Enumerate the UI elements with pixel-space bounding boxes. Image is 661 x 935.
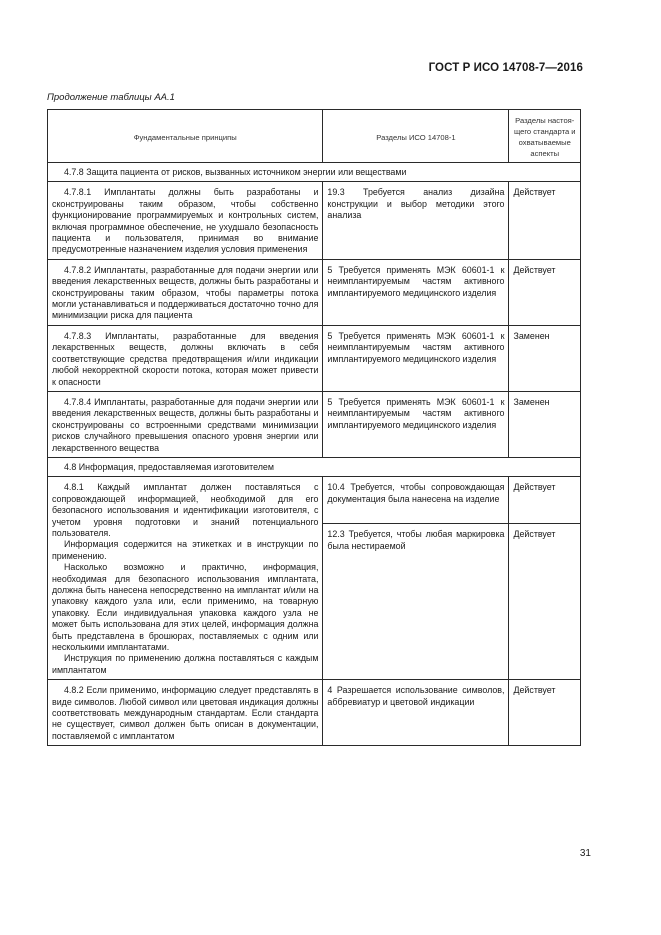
table-row	[48, 259, 581, 325]
principle-paragraph: 4.8.1 Каждый имплантат должен поставляться с сопровождающей информацией, необходимой для его безопасного использования и идентификации изготовителя, с учетом уровня подготовки и знаний потенциального пользователя.	[52, 482, 319, 538]
clause-cell: 5 Требуется применять МЭК 60601-1 к неимплантируемым частям активного имплантируемого медицинского изделия	[323, 259, 509, 325]
principle-text: 4.8.2 Если применимо, информацию следует представлять в виде символов. Любой символ или цветовая индикация должны соответствовать международным стандартам. Если стандарта не существует, символ должен быть описан в документации, поставляемой с имплантатом	[52, 685, 319, 741]
table-continuation-caption: Продолжение таблицы АА.1	[47, 92, 175, 103]
principle-cell	[48, 391, 323, 457]
principle-text: 4.7.8.4 Имплантаты, разработанные для подачи энергии или введения лекарственных веществ, должны быть разработаны и сконструированы со встроенными средствами минимизации рисков случайного превышения опасного уровня энергии или лекарственного вещества	[52, 396, 319, 453]
table-row	[48, 182, 581, 259]
document-code: ГОСТ Р ИСО 14708-7—2016	[428, 62, 583, 74]
page-number: 31	[579, 848, 591, 859]
principle-cell	[48, 680, 323, 746]
principle-cell	[48, 182, 323, 259]
status-cell: Действует	[509, 524, 581, 680]
table-row	[48, 325, 581, 391]
principle-cell	[48, 259, 323, 325]
column-header-principles: Фундаментальные принципы	[48, 110, 323, 163]
clause-cell: 5 Требуется применять МЭК 60601-1 к неимплантируемым частям активного имплантируемого медицинского изделия	[323, 325, 509, 391]
table-row	[48, 477, 581, 524]
clause-cell: 5 Требуется применять МЭК 60601-1 к неимплантируемым частям активного имплантируемого медицинского изделия	[323, 391, 509, 457]
section-title: 4.7.8 Защита пациента от рисков, вызванных источником энергии или веществами	[48, 163, 581, 182]
principle-paragraph: Насколько возможно и практично, информация, необходимая для безопасного использования имплантата, должна быть нанесена непосредственно на имплантат и/или на упаковку каждого узла или, если применимо, на товарную упаковку. Если индивидуальная упаковка каждого узла не может быть использована для этих целей, информация должна быть представлена в брошюрах, поставляемых с одним или несколькими имплантатами.	[52, 562, 319, 653]
principle-text: 4.7.8.3 Имплантаты, разработанные для введения лекарственных веществ, должны включать в себя соответствующие средства предотвращения и/или индикации любой некорректной скорости потока, которая может привести к опасности	[52, 330, 319, 387]
clause-cell: 12.3 Требуется, чтобы любая маркировка была нестираемой	[323, 524, 509, 680]
principle-cell	[48, 477, 323, 680]
principle-paragraph: Инструкция по применению должна поставляться с каждым имплантатом	[52, 653, 319, 675]
status-cell: Заменен	[509, 391, 581, 457]
principle-text: 4.7.8.1 Имплантаты должны быть разработаны и сконструированы таким образом, чтобы собственно функционирование программируемых и контрольных систем, включая программное обеспечение, не ухудшало безопасность пациента и пользователя, принимая во внимание предусмотренные назначением изделия условия применения	[52, 187, 319, 255]
clause-cell: 19.3 Требуется анализ дизайна конструкции и выбор методики этого анализа	[323, 182, 509, 259]
section-row	[48, 457, 581, 476]
status-cell: Действует	[509, 680, 581, 746]
principle-text: 4.7.8.2 Имплантаты, разработанные для подачи энергии или введения лекарственных веществ, должны быть разработаны и сконструированы таким образом, чтобы параметры потока могли устанавливаться и поддерживаться достаточно точно для минимизации риска для пациента	[52, 264, 319, 321]
column-header-standard-sections: Разделы настоя-щего стандарта и охватываемые аспекты	[509, 110, 581, 163]
section-row	[48, 163, 581, 182]
table-row	[48, 391, 581, 457]
status-cell: Действует	[509, 182, 581, 259]
status-cell: Действует	[509, 477, 581, 524]
section-title: 4.8 Информация, предоставляемая изготовителем	[48, 457, 581, 476]
table-row	[48, 680, 581, 746]
principle-paragraph: Информация содержится на этикетках и в инструкции по применению.	[52, 539, 319, 561]
column-header-iso-clauses: Разделы ИСО 14708-1	[323, 110, 509, 163]
status-cell: Действует	[509, 259, 581, 325]
clause-cell: 10.4 Требуется, чтобы сопровождающая документация была нанесена на изделие	[323, 477, 509, 524]
table-header-row	[48, 110, 581, 163]
clause-cell: 4 Разрешается использование символов, аббревиатур и цветовой индикации	[323, 680, 509, 746]
status-cell: Заменен	[509, 325, 581, 391]
principle-cell	[48, 325, 323, 391]
correspondence-table	[47, 109, 581, 746]
